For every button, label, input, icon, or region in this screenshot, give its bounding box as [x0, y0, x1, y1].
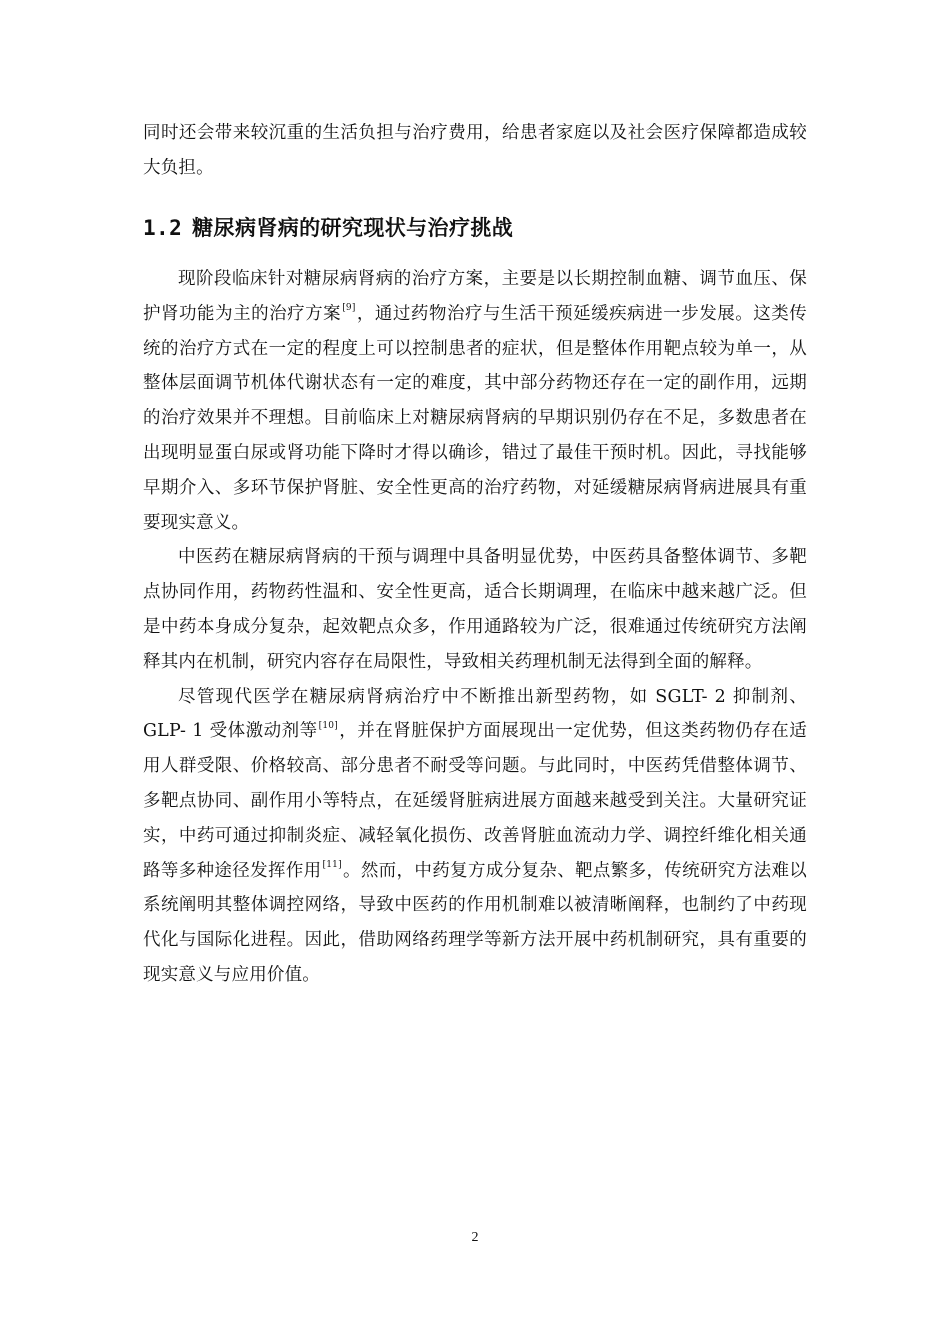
citation-10: [10]	[318, 720, 338, 731]
paragraph-3-text-a: 尽管现代医学在糖尿病肾病治疗中不断推出新型药物，如 SGLT- 2 抑制剂、GLP- 1 受体激动剂等	[143, 686, 807, 742]
paragraph-1-text-a: 现阶段临床针对糖尿病肾病的治疗方案，主要是以长期控制血糖、调节血压、保护肾功能为主的治疗方案	[143, 269, 807, 324]
paragraph-3	[143, 680, 807, 993]
citation-11: [11]	[322, 859, 342, 870]
continuation-paragraph: 同时还会带来较沉重的生活负担与治疗费用，给患者家庭以及社会医疗保障都造成较大负担。	[143, 123, 807, 178]
page-number: 2	[471, 1230, 479, 1245]
paragraph-3-text-c: 。然而，中药复方成分复杂、靶点繁多，传统研究方法难以系统阐明其整体调控网络，导致中医药的作用机制难以被清晰阐释，也制约了中药现代化与国际化进程。因此，借助网络药理学等新方法开展中药机制研究，具有重要的现实意义与应用价值。	[143, 860, 807, 985]
section-number: 1.2	[143, 216, 183, 240]
paragraph-2: 中医药在糖尿病肾病的干预与调理中具备明显优势，中医药具备整体调节、多靶点协同作用，药物药性温和、安全性更高，适合长期调理，在临床中越来越广泛。但是中药本身成分复杂，起效靶点众多，作用通路较为广泛，很难通过传统研究方法阐释其内在机制，研究内容存在局限性，导致相关药理机制无法得到全面的解释。	[143, 547, 807, 672]
body-text	[143, 262, 807, 993]
continuation-block	[143, 116, 807, 186]
paragraph-3-text-b: ，并在肾脏保护方面展现出一定优势，但这类药物仍存在适用人群受限、价格较高、部分患者不耐受等问题。与此同时，中医药凭借整体调节、多靶点协同、副作用小等特点，在延缓肾脏病进展方面越来越受到关注。大量研究证实，中药可通过抑制炎症、减轻氧化损伤、改善肾脏血流动力学、调控纤维化相关通路等多种途径发挥作用	[143, 721, 807, 881]
section-title: 糖尿病肾病的研究现状与治疗挑战	[192, 216, 514, 240]
section-heading	[143, 210, 807, 246]
paragraph-1-text-b: ，通过药物治疗与生活干预延缓疾病进一步发展。这类传统的治疗方式在一定的程度上可以控制患者的症状，但是整体作用靶点较为单一，从整体层面调节机体代谢状态有一定的难度，其中部分药物还存在一定的副作用，远期的治疗效果并不理想。目前临床上对糖尿病肾病的早期识别仍存在不足，多数患者在出现明显蛋白尿或肾功能下降时才得以确诊，错过了最佳干预时机。因此，寻找能够早期介入、多环节保护肾脏、安全性更高的治疗药物，对延缓糖尿病肾病进展具有重要现实意义。	[143, 303, 808, 533]
paragraph-1	[143, 262, 807, 540]
citation-9: [9]	[342, 302, 356, 313]
